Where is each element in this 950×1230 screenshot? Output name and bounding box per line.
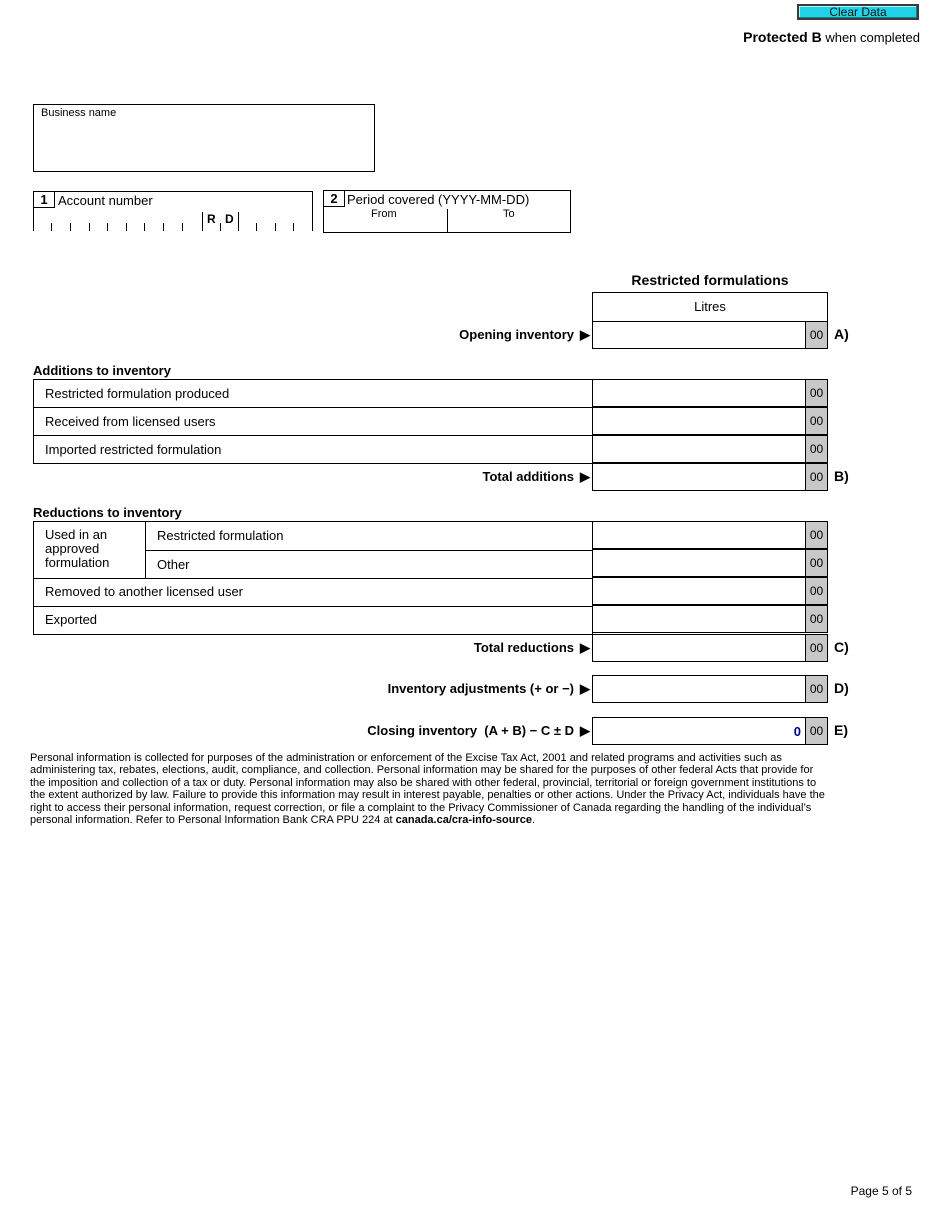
reductions-restricted-input[interactable]	[592, 521, 828, 549]
account-number-badge: 1	[34, 192, 55, 208]
arrow-right-icon: ▶	[580, 681, 590, 696]
line-letter-a: A)	[834, 326, 849, 342]
additions-imported-input[interactable]	[592, 435, 828, 463]
reductions-row-restricted: Restricted formulation	[157, 528, 284, 543]
protected-b-suffix: when completed	[821, 30, 920, 45]
cents-cell: 00	[805, 322, 827, 348]
arrow-right-icon: ▶	[580, 327, 590, 342]
line-letter-b: B)	[834, 468, 849, 484]
total-additions-input[interactable]	[592, 463, 828, 491]
cents-cell: 00	[805, 464, 827, 490]
reductions-removed-input[interactable]	[592, 577, 828, 605]
reductions-row-exported: Exported	[45, 612, 98, 627]
total-additions-label	[483, 469, 590, 485]
cents-cell: 00	[805, 436, 827, 462]
privacy-text: Personal information is collected for purposes of the administration or enforcement of the Excise Tax Act, 2001 and related programs and activities such as administering tax, rebates, elections, audit, compliance, and collection. Personal information may be shared for the purposes of other federal Acts that provide for the imposition and collection of a tax or duty. Personal information may also be shared with other federal, provincial, territorial or foreign government institutions to the extent authorized by law. Failure to provide this information may result in interest payable, penalties or other actions. Under the Privacy Act, individuals have the right to access their personal information, request correction, or file a complaint to the Privacy Commissioner of Canada regarding the handling of the individual’s personal information. Refer to Personal Information Bank CRA PPU 224 at	[30, 752, 825, 827]
closing-inventory-text: Closing inventory (A + B) − C ± D	[367, 723, 574, 738]
inventory-adjustments-text: Inventory adjustments (+ or −)	[387, 681, 574, 696]
additions-row-received: Received from licensed users	[45, 414, 216, 429]
business-name-label: Business name	[41, 107, 117, 119]
closing-inventory-label	[367, 723, 590, 739]
reductions-exported-input[interactable]	[592, 605, 828, 633]
privacy-end: .	[531, 814, 536, 827]
account-number-label: Account number	[58, 193, 153, 208]
cents-cell: 00	[805, 550, 827, 576]
account-rd-d: D	[225, 212, 234, 226]
reductions-row-other: Other	[157, 557, 190, 572]
protected-b-label: Protected B	[743, 29, 822, 45]
cents-cell: 00	[805, 408, 827, 434]
additions-produced-input[interactable]	[592, 379, 828, 407]
arrow-right-icon: ▶	[580, 640, 590, 655]
inventory-adjustments-label	[388, 681, 590, 697]
arrow-right-icon: ▶	[580, 469, 590, 484]
reductions-row-removed: Removed to another licensed user	[45, 584, 244, 599]
account-rd-r: R	[207, 212, 216, 226]
cents-cell: 00	[805, 380, 827, 406]
additions-title: Additions to inventory	[33, 363, 171, 378]
period-covered-group	[323, 190, 571, 233]
total-reductions-label	[474, 640, 590, 656]
line-letter-d: D)	[834, 680, 849, 696]
cents-cell: 00	[805, 606, 827, 632]
protected-b-notice	[743, 29, 920, 45]
additions-table	[33, 379, 593, 464]
opening-inventory-label	[459, 327, 590, 343]
inventory-adjustments-input[interactable]	[592, 675, 828, 703]
additions-row-imported: Imported restricted formulation	[45, 442, 222, 457]
additions-received-input[interactable]	[592, 407, 828, 435]
business-name-field[interactable]	[33, 104, 375, 172]
opening-inventory-text: Opening inventory	[459, 327, 574, 342]
privacy-link[interactable]: canada.ca/cra-info-source	[395, 814, 532, 827]
privacy-notice	[30, 752, 830, 826]
period-to-input[interactable]	[448, 209, 570, 233]
cents-cell: 00	[805, 635, 827, 661]
cents-cell: 00	[805, 522, 827, 548]
account-number-field[interactable]	[33, 191, 313, 231]
cents-cell: 00	[805, 718, 827, 744]
closing-inventory-value: 0	[793, 724, 801, 739]
period-to-label: To	[503, 208, 515, 220]
period-from-label: From	[371, 208, 397, 220]
total-additions-text: Total additions	[482, 469, 574, 484]
reductions-table	[33, 521, 593, 635]
total-reductions-text: Total reductions	[473, 640, 574, 655]
opening-inventory-input[interactable]	[592, 321, 828, 349]
additions-row-produced: Restricted formulation produced	[45, 386, 230, 401]
reductions-other-input[interactable]	[592, 549, 828, 577]
page-number: Page 5 of 5	[850, 1184, 912, 1198]
clear-data-button[interactable]: Clear Data	[797, 4, 919, 20]
reductions-group-label: Used in an approved formulation	[45, 527, 110, 570]
cents-cell: 00	[805, 578, 827, 604]
line-letter-e: E)	[834, 722, 848, 738]
period-covered-badge: 2	[324, 191, 345, 207]
column-title: Restricted formulations	[631, 272, 789, 288]
total-reductions-input[interactable]	[592, 634, 828, 662]
closing-inventory-field	[592, 717, 828, 745]
line-letter-c: C)	[834, 639, 849, 655]
period-covered-label: Period covered (YYYY-MM-DD)	[347, 192, 530, 207]
arrow-right-icon: ▶	[580, 723, 590, 738]
reductions-title: Reductions to inventory	[33, 505, 182, 520]
column-unit-litres: Litres	[592, 292, 828, 322]
cents-cell: 00	[805, 676, 827, 702]
period-from-input[interactable]	[324, 209, 447, 233]
